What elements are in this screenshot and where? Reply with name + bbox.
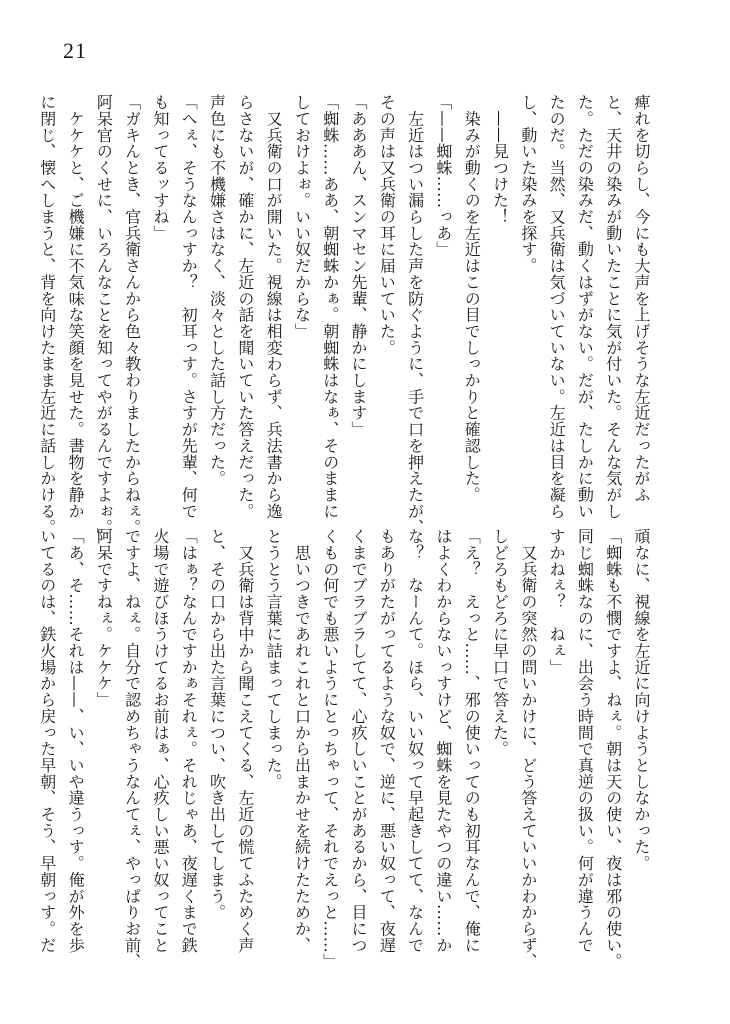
text-line: 思いつきであれこれと口から出まかせを続けたためか、 bbox=[292, 528, 312, 954]
text-line: ですよ、ねぇ。自分で認めちゃうなんてぇ、やっぱりお前、 bbox=[122, 528, 142, 970]
text-line: ——見つけた！ bbox=[490, 94, 510, 225]
text-line: 「——蜘蛛……っあ」 bbox=[433, 94, 453, 258]
text-line: た。ただの染みだ、動くはずがない。だが、たしかに動い bbox=[575, 94, 595, 520]
text-line: 頑なに、視線を左近に向けようとしなかった。 bbox=[632, 528, 651, 872]
text-line: 「ガキんとき、官兵衛さんから色々教わりましたからねぇ。 bbox=[122, 94, 142, 536]
text-line: 「え？ えっと……、邪の使いってのも初耳なんで、俺に bbox=[462, 528, 482, 954]
text-line: な？ なーんて。ほら、いい奴って早起きしてて、なんで bbox=[405, 528, 425, 954]
text-line: もありがたがってるような奴で、逆に、悪い奴って、夜遅 bbox=[377, 528, 397, 954]
text-line: しどろもどろに早口で答えた。 bbox=[490, 528, 510, 757]
text-line: 阿呆ですねぇ。ケケケ」 bbox=[94, 528, 114, 708]
text-line: 阿呆官のくせに、いろんなことを知ってやがるんですよぉ。」 bbox=[94, 94, 114, 544]
text-line: 「あああん、スンマセン先輩、静かにします」 bbox=[349, 94, 369, 438]
text-line: くもの何でも悪いようにとっちゃって、それでえっと……」 bbox=[320, 528, 340, 970]
text-line: はよくわからないっすけど、蜘蛛を見たやつの違い……か bbox=[433, 528, 453, 954]
text-line: 染みが動くのを左近はこの目でしっかりと確認した。 bbox=[462, 94, 482, 503]
text-line: 同じ蜘蛛なのに、出会う時間で真逆の扱い。何が違うんで bbox=[575, 528, 595, 954]
text-line: と、その口から出た言葉につい、吹き出してしまう。 bbox=[207, 528, 227, 921]
text-line: 又兵衛の突然の問いかけに、どう答えていいかわからず、 bbox=[518, 528, 538, 970]
text-line: 「はぁ？なんですかぁそれぇ。それじゃあ、夜遅くまで鉄 bbox=[179, 528, 199, 954]
text-line: と、天井の染みが動いたことに気が付いた。そんな気がし bbox=[603, 94, 623, 520]
text-line: 「へぇ、そうなんっすか？ 初耳っす。さすが先輩、何で bbox=[179, 94, 199, 520]
text-line: 又兵衛の口が開いた。視線は相変わらず、兵法書から逸 bbox=[264, 94, 284, 520]
text-line: 「蜘蛛も不憫ですよ、ねぇ。朝は天の使い、夜は邪の使い。 bbox=[603, 528, 623, 970]
text-block-top bbox=[37, 94, 655, 544]
text-line: ケケケと、ご機嫌に不気味な笑顔を見せた。書物を静か bbox=[66, 94, 86, 520]
text-line: すかねぇ？ ねぇ」 bbox=[547, 528, 567, 676]
text-line: 又兵衛は背中から聞こえてくる、左近の慌てふためく声 bbox=[235, 528, 255, 954]
text-line: しておけよぉ。いい奴だからな」 bbox=[292, 94, 312, 340]
text-line: その声は又兵衛の耳に届いていた。 bbox=[377, 94, 397, 356]
text-block-bottom bbox=[37, 528, 655, 970]
text-line: 左近はつい漏らした声を防ぐように、手で口を押えたが、 bbox=[405, 94, 425, 536]
text-line: たのだ。当然、又兵衛は気づいていない。左近は目を凝ら bbox=[547, 94, 567, 520]
text-line: も知ってるッすね」 bbox=[150, 94, 170, 242]
text-line: とうとう言葉に詰まってしまった。 bbox=[264, 528, 284, 790]
text-line: に閉じ、懐へしまうと、背を向けたまま左近に話しかける。 bbox=[37, 94, 57, 536]
text-line: 声色にも不機嫌さはなく、淡々とした話し方だった。 bbox=[207, 94, 227, 487]
text-line: いてるのは、鉄火場から戻った早朝、そう、早朝っす。だ bbox=[37, 528, 57, 954]
text-line: 痺れを切らし、今にも大声を上げそうな左近だったがふ bbox=[632, 94, 651, 503]
text-line: 「蜘蛛……ああ、朝蜘蛛かぁ。朝蜘蛛はなぁ、そのままに bbox=[320, 94, 340, 520]
text-line: 火場で遊びほうけてるお前はぁ、心疚しい悪い奴ってこと bbox=[150, 528, 170, 954]
page-number: 21 bbox=[63, 38, 87, 63]
text-line: らさないが、確かに、左近の話を聞いていた答えだった。 bbox=[235, 94, 255, 520]
text-line: くまでブラブラしてて、心疚しいことがあるから、目につ bbox=[349, 528, 369, 954]
text-line: 「あ、そ……それは——、い、いや違うっす。俺が外を歩 bbox=[66, 528, 86, 954]
text-line: し、動いた染みを探す。 bbox=[518, 94, 538, 274]
